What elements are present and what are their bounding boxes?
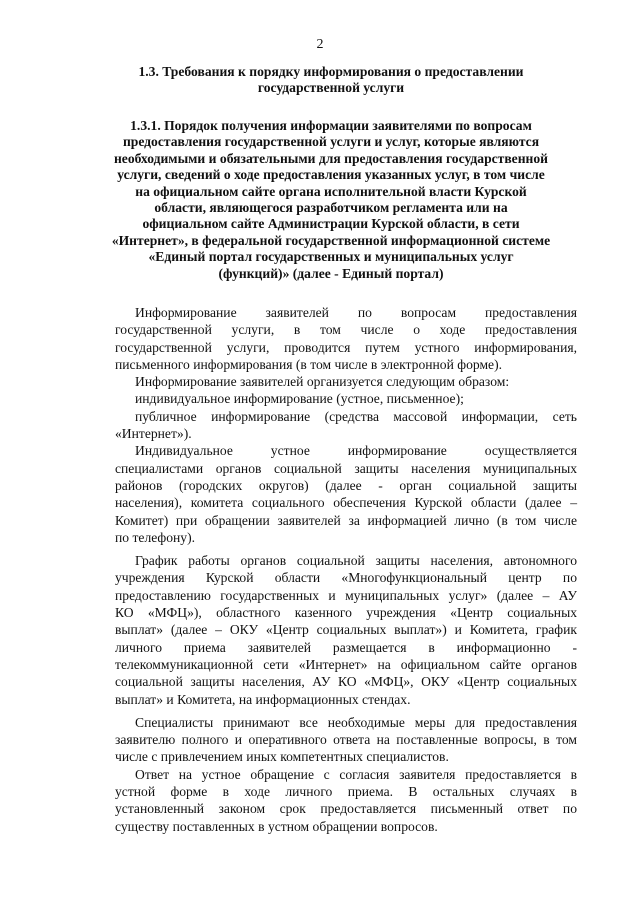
text-line: личного приема заявителей размещается в информационно -: [115, 639, 577, 655]
heading-line: государственной услуги: [257, 80, 405, 96]
text-line: индивидуальное информирование (устное, письменное);: [135, 391, 464, 407]
text-line: Индивидуальное устное информирование осуществляется: [135, 443, 577, 459]
text-line: установленный законом срок предоставляется письменный ответ по: [115, 801, 577, 817]
heading-line: на официальном сайте органа исполнительной власти Курской: [135, 183, 527, 199]
paragraph-specialists-measures: [115, 714, 577, 766]
heading-line: услуги, сведений о ходе предоставления указанных услуг, в том числе: [117, 167, 545, 183]
text-line: учреждения Курской области «Многофункциональный центр по: [115, 570, 577, 586]
text-line: «Интернет»).: [115, 426, 192, 442]
heading-line: 1.3. Требования к порядку информирования о предоставлении: [138, 64, 524, 79]
text-line: государственной услуги, в том числе о ходе предоставления: [115, 322, 577, 338]
text-line: выплат» и Комитета, на информационных стендах.: [115, 691, 411, 707]
heading-line: 1.3.1. Порядок получения информации заявителями по вопросам: [130, 118, 532, 133]
text-line: График работы органов социальной защиты населения, автономного: [135, 553, 577, 569]
text-line: специалистами органов социальной защиты населения муниципальных: [115, 460, 577, 476]
text-line: публичное информирование (средства массовой информации, сеть: [135, 408, 577, 424]
text-line: Ответ на устное обращение с согласия заявителя предоставляется в: [135, 766, 577, 782]
paragraph-work-schedule: [115, 552, 577, 708]
subsection-heading: [90, 118, 572, 282]
heading-line: официальном сайте Администрации Курской области, в сети: [142, 216, 520, 232]
heading-line: (функций)» (далее - Единый портал): [218, 265, 444, 281]
section-heading: [90, 64, 572, 97]
paragraph-informing-scope: [115, 304, 577, 373]
heading-line: «Единый портал государственных и муниципальных услуг: [148, 249, 514, 265]
text-line: населения), комитета социального обеспечения Курской области (далее –: [115, 495, 577, 511]
text-line: письменного информирования (в том числе в электронной форме).: [115, 356, 503, 372]
text-line: Специалисты принимают все необходимые меры для предоставления: [135, 714, 577, 730]
text-line: предоставлению государственных и муниципальных услуг» (далее – АУ: [115, 587, 577, 603]
paragraph-informing-organization: [115, 373, 577, 390]
text-line: заявителю полного и оперативного ответа на поставленные вопросы, в том: [115, 732, 577, 748]
heading-line: «Интернет», в федеральной государственной информационной системе: [111, 232, 551, 248]
text-line: Информирование заявителей организуется следующим образом:: [135, 374, 510, 390]
heading-line: предоставления государственной услуги и услуг, которые являются: [122, 134, 540, 150]
text-line: КО «МФЦ»), областного казенного учреждения «Центр социальных: [115, 605, 577, 621]
heading-line: области, являющегося разработчиком регламента или на: [154, 200, 508, 216]
text-line: Информирование заявителей по вопросам предоставления: [135, 305, 577, 320]
paragraph-individual-informing: [115, 390, 577, 407]
paragraph-public-informing: [115, 408, 577, 443]
text-line: Комитет) при обращении заявителей за информацией лично (в том числе: [115, 512, 577, 528]
paragraph-oral-request-answer: [115, 766, 577, 835]
text-line: выплат» (далее – ОКУ «Центр социальных выплат») и Комитета, график: [115, 622, 577, 638]
text-line: социальной защиты населения, АУ КО «МФЦ», ОКУ «Центр социальных: [115, 674, 577, 690]
body-text: [115, 304, 577, 835]
text-line: числе с привлечением иных компетентных специалистов.: [115, 749, 449, 765]
text-line: государственной услуги, проводится путем устного информирования,: [115, 339, 577, 355]
text-line: существу поставленных в устном обращении вопросов.: [115, 818, 438, 834]
text-line: по телефону).: [115, 529, 196, 545]
page-number: 2: [316, 37, 324, 52]
text-line: устной форме в ходе личного приема. В остальных случаях в: [115, 784, 577, 800]
heading-line: необходимыми и обязательными для предоставления государственной: [113, 150, 549, 166]
text-line: телекоммуникационной сети «Интернет» на официальном сайте органов: [115, 656, 577, 672]
paragraph-oral-informing: [115, 442, 577, 546]
text-line: районов (городских округов) (далее - орган социальной защиты: [115, 477, 577, 493]
